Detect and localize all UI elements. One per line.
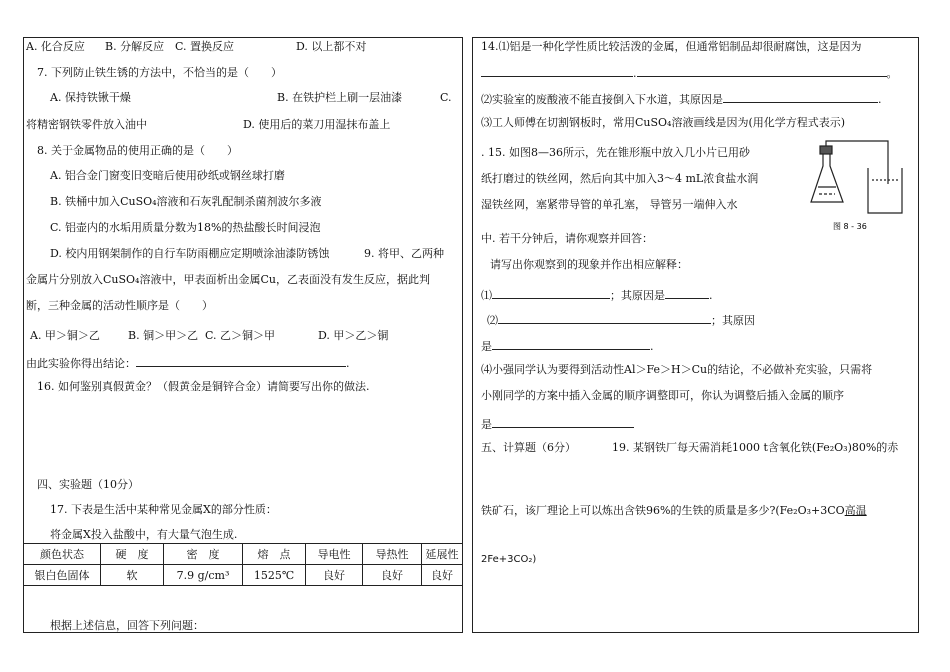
q19-line2-text: 铁矿石，该厂理论上可以炼出含铁96%的生铁的质量是多少?(Fe₂O₃+3CO <box>481 504 845 517</box>
q15-part2-cont-label: 是 <box>481 340 492 353</box>
q15-part4-line2: 小刚同学的方案中插入金属的顺序调整即可，你认为调整后插入金属的顺序 <box>481 389 844 402</box>
q9-option-a: A. 甲＞铜＞乙 <box>30 329 100 342</box>
table-cell: 良好 <box>422 565 463 586</box>
q9-conclusion-blank[interactable] <box>136 354 346 367</box>
table-header-cell: 延展性 <box>422 544 463 565</box>
rusting-apparatus-figure <box>806 140 916 232</box>
q17-after-prompt: 根据上述信息，回答下列问题： <box>50 619 204 632</box>
q8-stem: 8. 关于金属物品的使用正确的是（ ） <box>37 144 238 157</box>
q7-stem: 7. 下列防止铁生锈的方法中，不恰当的是（ ） <box>37 66 282 79</box>
q9-stem-line3: 断，三种金属的活动性顺序是（ ） <box>26 299 213 312</box>
q6-option-d: D. 以上都不对 <box>296 40 367 53</box>
table-header-cell: 导热性 <box>363 544 422 565</box>
q15-part1-reason-label: ；其原因是 <box>610 289 665 302</box>
q19-line1: 19. 某钢铁厂每天需消耗1000 t含氧化铁(Fe₂O₃)80%的赤 <box>612 441 899 454</box>
q14-part1-blank-a[interactable] <box>481 64 633 77</box>
q15-part2-cont: 是 . <box>481 337 654 354</box>
q15-part4-line1: ⑷小强同学认为要得到活动性Al＞Fe＞H＞Cu的结论，不必做补充实验，只需将 <box>481 363 873 376</box>
q14-part2: ⑵实验室的废酸液不能直接倒入下水道，其原因是 . <box>481 90 882 107</box>
table-header-cell: 硬 度 <box>101 544 164 565</box>
q15-part1-label: ⑴ <box>481 289 492 302</box>
q17-observation: 将金属X投入盐酸中，有大量气泡生成. <box>50 528 238 541</box>
q19-line2 <box>481 504 867 518</box>
section-5-title: 五、计算题（6分） <box>481 441 576 454</box>
q9-option-d: D. 甲＞乙＞铜 <box>318 329 389 342</box>
q9-option-b: B. 铜＞甲＞乙 <box>128 329 199 342</box>
q14-part2-blank[interactable] <box>723 90 878 103</box>
figure-caption: 图 8 - 36 <box>833 222 867 231</box>
q7-option-a: A. 保持铁锹干燥 <box>50 91 131 104</box>
q15-part2-reason-blank[interactable] <box>492 337 650 350</box>
table-cell: 良好 <box>306 565 363 586</box>
q7-option-b: B. 在铁护栏上刷一层油漆 <box>277 91 403 104</box>
table-cell: 1525℃ <box>243 565 306 586</box>
q15-line2: 纸打磨过的铁丝网，然后向其中加入3～4 mL浓食盐水润 <box>481 172 759 185</box>
q6-option-b: B. 分解反应 <box>105 40 165 53</box>
q7-option-c: 将精密钢铁零件放入油中 <box>26 118 147 131</box>
table-header-cell: 密 度 <box>164 544 243 565</box>
q16-stem: 16. 如何鉴别真假黄金？（假黄金是铜锌合金）请简要写出你的做法. <box>37 380 370 393</box>
q9-option-c: C. 乙＞铜＞甲 <box>205 329 276 342</box>
q9-conclusion-label: 由此实验你得出结论： <box>26 357 136 370</box>
metal-x-properties-table <box>23 543 463 586</box>
q19-reaction-condition: 高温 <box>844 504 867 517</box>
q15-prompt: 请写出你观察到的现象并作出相应解释： <box>490 258 688 271</box>
q7-option-c-marker: C. <box>440 91 452 104</box>
q17-stem: 17. 下表是生活中某种常见金属X的部分性质： <box>50 503 277 516</box>
q14-part2-text: ⑵实验室的废酸液不能直接倒入下水道，其原因是 <box>481 93 723 106</box>
q15-part4-blank[interactable] <box>492 415 634 428</box>
table-header-cell: 颜色状态 <box>24 544 101 565</box>
table-cell: 良好 <box>363 565 422 586</box>
q19-line3: 2Fe+3CO₂) <box>481 554 537 565</box>
q15-line4: 中. 若干分钟后，请你观察并回答： <box>481 232 653 245</box>
table-cell: 银白色固体 <box>24 565 101 586</box>
q8-option-d: D. 校内用钢架制作的自行车防雨棚应定期喷涂油漆防锈蚀 <box>50 247 330 260</box>
q9-conclusion: 由此实验你得出结论： . <box>26 354 350 371</box>
q15-part1: ⑴ ；其原因是 . <box>481 286 713 303</box>
q8-option-b: B. 铁桶中加入CuSO₄溶液和石灰乳配制杀菌剂波尔多液 <box>50 195 322 208</box>
table-header-cell: 熔 点 <box>243 544 306 565</box>
q14-part3: ⑶工人师傅在切割钢板时，常用CuSO₄溶液画线是因为(用化学方程式表示) <box>481 116 846 129</box>
q8-option-a: A. 铝合金门窗变旧变暗后使用砂纸或钢丝球打磨 <box>50 169 285 182</box>
q15-part1-observation-blank[interactable] <box>492 286 610 299</box>
table-header-row <box>24 544 463 565</box>
q9-stem-line2: 金属片分别放入CuSO₄溶液中，甲表面析出金属Cu，乙表面没有发生反应，据此判 <box>26 273 430 286</box>
q15-part2-label: ⑵ <box>487 314 498 327</box>
q15-line3: 湿铁丝网，塞紧带导管的单孔塞， 导管另一端伸入水 <box>481 198 738 211</box>
q7-option-d: D. 使用后的菜刀用湿抹布盖上 <box>243 118 391 131</box>
q15-part2 <box>487 311 755 328</box>
q14-part1-blank-b[interactable] <box>637 64 887 77</box>
q14-line1: 14.⑴铝是一种化学性质比较活泼的金属，但通常铝制品却很耐腐蚀，这是因为 <box>481 40 862 53</box>
table-row <box>24 565 463 586</box>
q15-part2-reason-label: ；其原因 <box>711 314 755 327</box>
section-4-title: 四、实验题（10分） <box>37 478 139 491</box>
q15-part4-line3 <box>481 415 634 432</box>
q9-stem-start: 9. 将甲、乙两种 <box>364 247 444 260</box>
q6-option-a: A. 化合反应 <box>26 40 85 53</box>
q15-line1: . 15. 如图8—36所示，先在锥形瓶中放入几小片已用砂 <box>481 146 750 159</box>
q15-part1-reason-blank[interactable] <box>665 286 709 299</box>
q15-part4-label: 是 <box>481 418 492 431</box>
q15-part2-observation-blank[interactable] <box>498 311 711 324</box>
q8-option-c: C. 铝壶内的水垢用质量分数为18%的热盐酸长时间浸泡 <box>50 221 321 234</box>
table-header-cell: 导电性 <box>306 544 363 565</box>
q6-option-c: C. 置换反应 <box>175 40 235 53</box>
q14-blank-row: . 。 <box>481 64 898 81</box>
table-cell: 7.9 g/cm³ <box>164 565 243 586</box>
table-cell: 软 <box>101 565 164 586</box>
